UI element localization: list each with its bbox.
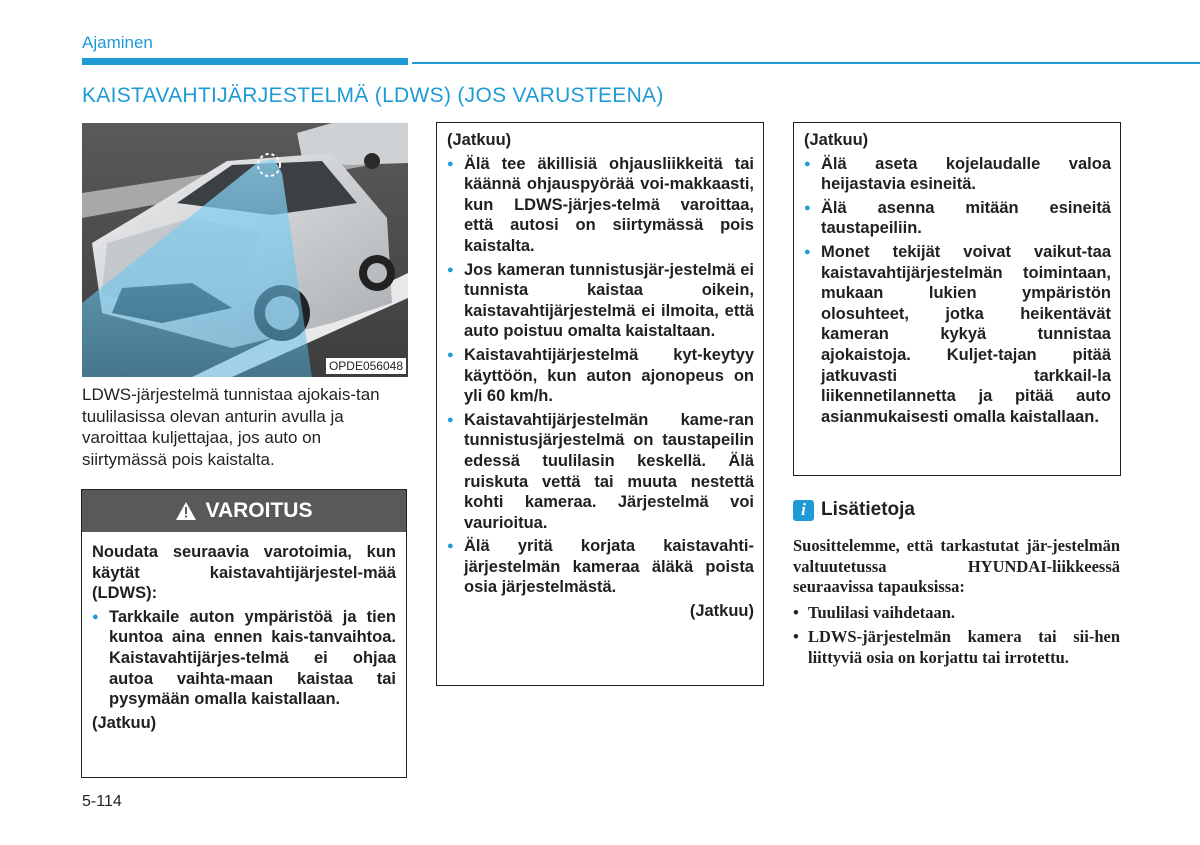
page-title: KAISTAVAHTIJÄRJESTELMÄ (LDWS) (JOS VARUSTEENA) bbox=[82, 84, 664, 107]
continued-label: (Jatkuu) bbox=[689, 602, 754, 621]
warning-triangle-icon bbox=[176, 502, 196, 520]
warning-continued-box-right bbox=[793, 122, 1121, 476]
warning-header bbox=[82, 490, 406, 532]
warning-continued-box-middle bbox=[436, 122, 764, 686]
intro-paragraph: LDWS-järjestelmä tunnistaa ajokais-tan tuulilasissa olevan anturin avulla ja varoittaa kuljettajaa, jos auto on siirtymässä pois kaistalta. bbox=[82, 385, 380, 469]
car-camera-illustration bbox=[82, 123, 408, 377]
list-item: ● Älä aseta kojelaudalle valoa heijastavia esineitä. bbox=[804, 154, 1111, 195]
page-number: 5-114 bbox=[82, 793, 122, 810]
info-list bbox=[793, 603, 1120, 669]
list-item: • Tuulilasi vaihdetaan. bbox=[793, 603, 1120, 624]
list-item: ● Kaistavahtijärjestelmän kame-ran tunnistusjärjestelmä on taustapeilin edessä tuulilasin keskellä. Älä ruiskuta vettä tai muuta nestettä kohti kameraa. Järjestelmä voi vaurioitua. bbox=[447, 410, 754, 534]
list-item: ● Tarkkaile auton ympäristöä ja tien kuntoa aina ennen kais-tanvaihtoa. Kaistavahtijärjes-telmä ei ohjaa autoa vaihta-maan kaistaa tai pysymään omalla kaistallaan. bbox=[92, 607, 396, 710]
info-text: Suosittelemme, että tarkastutat jär-jestelmän valtuutetussa HYUNDAI-liikkeessä seuraavissa tapauksissa: bbox=[793, 536, 1120, 596]
list-item: ● Älä tee äkillisiä ohjausliikkeitä tai käännä ohjauspyörää voi-makkaasti, kun LDWS-järjes-telmä varoittaa, että autosi on siirtymässä pois kaistalta. bbox=[447, 154, 754, 257]
header-bar bbox=[82, 58, 408, 65]
info-heading bbox=[793, 499, 915, 521]
continued-label: (Jatkuu) bbox=[804, 131, 869, 149]
figure-code: OPDE056048 bbox=[326, 358, 406, 374]
continued-label: (Jatkuu) bbox=[447, 131, 512, 149]
warning-list bbox=[804, 154, 1111, 428]
section-label: Ajaminen bbox=[82, 33, 153, 52]
info-body bbox=[793, 536, 1120, 672]
list-item: ● Älä asenna mitään esineitä taustapeiliin. bbox=[804, 198, 1111, 239]
warning-label: VAROITUS bbox=[205, 499, 313, 522]
warning-lead: Noudata seuraavia varotoimia, kun käytät kaistavahtijärjestel-mää (LDWS): bbox=[92, 543, 396, 603]
list-item: • LDWS-järjestelmän kamera tai sii-hen liittyviä osia on korjattu tai irrotettu. bbox=[793, 627, 1120, 668]
warning-list bbox=[447, 154, 754, 598]
info-title: Lisätietoja bbox=[821, 499, 915, 520]
info-icon: i bbox=[793, 500, 814, 521]
list-item: ● Kaistavahtijärjestelmä kyt-keytyy käyttöön, kun auton ajonopeus on yli 60 km/h. bbox=[447, 345, 754, 407]
list-item: ● Monet tekijät voivat vaikut-taa kaistavahtijärjestelmän toimintaan, mukaan lukien ympäristön olosuhteet, jotka heikentävät kameran kykyä tunnistaa ajokaistoja. Kuljet-tajan pitää jatkuvasti tarkkail-la liikennetilannetta ja pitää auto asianmukaisesti omalla kaistallaan. bbox=[804, 242, 1111, 427]
header-rule bbox=[412, 62, 1200, 64]
continued-label: (Jatkuu) bbox=[92, 713, 157, 732]
warning-list bbox=[92, 607, 396, 710]
list-item: ● Jos kameran tunnistusjär-jestelmä ei tunnista kaistaa oikein, kaistavahtijärjestelmä ei ilmoita, että auto poistuu omalta kaistaltaan. bbox=[447, 260, 754, 342]
warning-box bbox=[81, 489, 407, 778]
list-item: ● Älä yritä korjata kaistavahti-järjestelmän kameraa äläkä poista osia järjestelmästä. bbox=[447, 536, 754, 598]
